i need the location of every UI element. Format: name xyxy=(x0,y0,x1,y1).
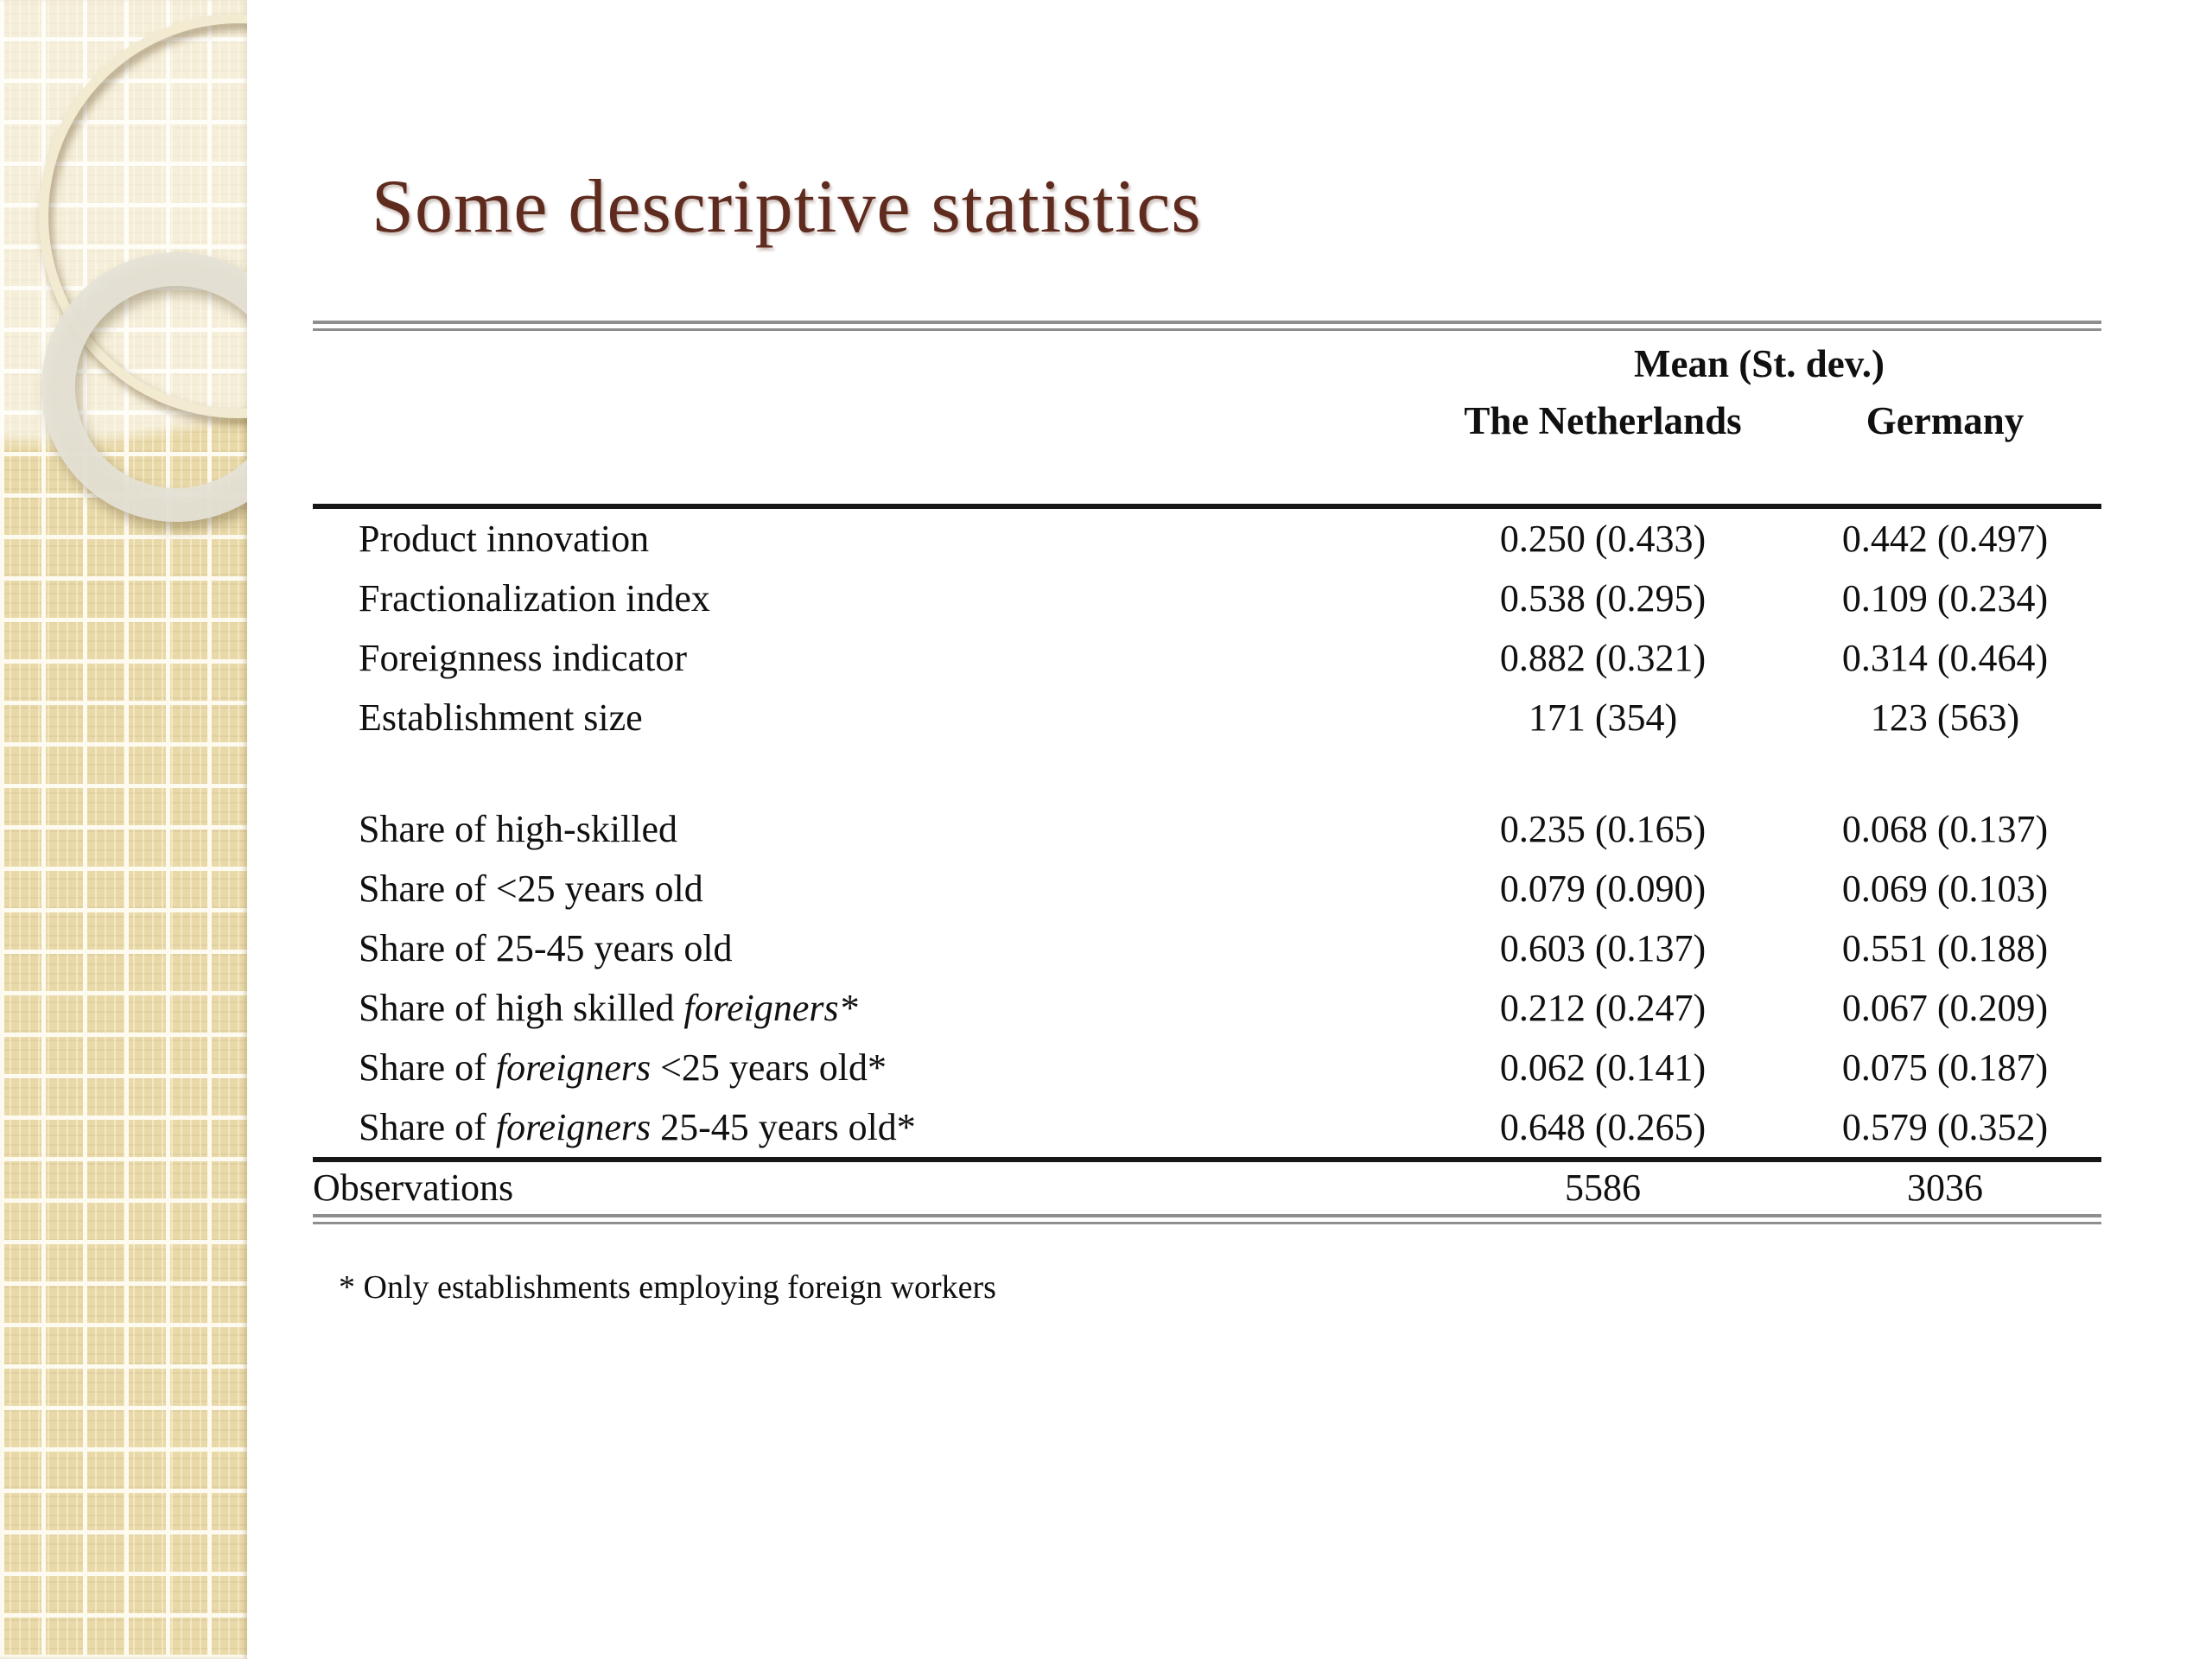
table-row xyxy=(313,859,2101,918)
row-label: Fractionalization index xyxy=(359,577,710,620)
table-row xyxy=(313,799,2101,859)
table-row xyxy=(313,1038,2101,1097)
row-value-germany: 0.075 (0.187) xyxy=(1841,1046,2049,1089)
table-body xyxy=(313,509,2101,1157)
row-label: Product innovation xyxy=(359,518,650,560)
row-label: Share of foreigners 25-45 years old* xyxy=(359,1106,916,1148)
row-value-netherlands: 0.212 (0.247) xyxy=(1499,987,1707,1029)
row-label: Foreignness indicator xyxy=(359,637,688,679)
table-row xyxy=(313,509,2101,569)
row-label: Observations xyxy=(313,1166,514,1209)
row-value-germany: 0.314 (0.464) xyxy=(1841,637,2049,679)
row-label: Share of high-skilled xyxy=(359,808,678,850)
row-label: Share of <25 years old xyxy=(359,868,703,910)
column-header-netherlands: The Netherlands xyxy=(1464,399,1742,442)
row-value-germany: 0.068 (0.137) xyxy=(1841,808,2049,850)
table-row xyxy=(313,1097,2101,1157)
table-group-header: Mean (St. dev.) xyxy=(1634,342,1885,385)
row-value-netherlands: 171 (354) xyxy=(1528,696,1678,739)
row-label: Share of 25-45 years old xyxy=(359,927,733,969)
row-value-germany: 0.442 (0.497) xyxy=(1841,518,2049,560)
row-label: Establishment size xyxy=(359,696,643,739)
table-bottom-rule xyxy=(313,1214,2101,1224)
row-value-germany: 0.551 (0.188) xyxy=(1841,927,2049,969)
row-value-germany: 123 (563) xyxy=(1870,696,2020,739)
row-value-netherlands: 0.079 (0.090) xyxy=(1499,868,1707,910)
row-value-netherlands: 0.250 (0.433) xyxy=(1499,518,1707,560)
row-value-netherlands: 0.882 (0.321) xyxy=(1499,637,1707,679)
table-row xyxy=(313,628,2101,688)
row-value-germany: 0.579 (0.352) xyxy=(1841,1106,2049,1148)
table-row xyxy=(313,569,2101,628)
row-label: Share of high skilled foreigners* xyxy=(359,987,858,1029)
row-value-netherlands: 0.603 (0.137) xyxy=(1499,927,1707,969)
row-value-netherlands: 0.062 (0.141) xyxy=(1499,1046,1707,1089)
table-row-observations xyxy=(313,1162,2101,1214)
row-value-netherlands: 0.538 (0.295) xyxy=(1499,577,1707,620)
row-value-germany: 0.067 (0.209) xyxy=(1841,987,2049,1029)
table-header xyxy=(313,331,2101,504)
row-value-germany: 0.109 (0.234) xyxy=(1841,577,2049,620)
table-row xyxy=(313,918,2101,978)
table-column-headers xyxy=(1417,398,2101,443)
row-value-germany: 0.069 (0.103) xyxy=(1841,868,2049,910)
row-value-germany: 3036 xyxy=(1907,1166,1983,1209)
slide-title: Some descriptive statistics xyxy=(372,165,1202,249)
table-row xyxy=(313,978,2101,1038)
table-section-spacer xyxy=(313,747,2101,799)
column-header-germany: Germany xyxy=(1866,399,2024,442)
sidebar-decoration xyxy=(0,0,247,1659)
row-value-netherlands: 5586 xyxy=(1565,1166,1641,1209)
statistics-table xyxy=(313,321,2101,1224)
table-footnote: * Only establishments employing foreign workers xyxy=(339,1269,996,1306)
table-row xyxy=(313,688,2101,747)
row-label: Share of foreigners <25 years old* xyxy=(359,1046,887,1089)
row-value-netherlands: 0.235 (0.165) xyxy=(1499,808,1707,850)
table-top-rule xyxy=(313,321,2101,331)
row-value-netherlands: 0.648 (0.265) xyxy=(1499,1106,1707,1148)
